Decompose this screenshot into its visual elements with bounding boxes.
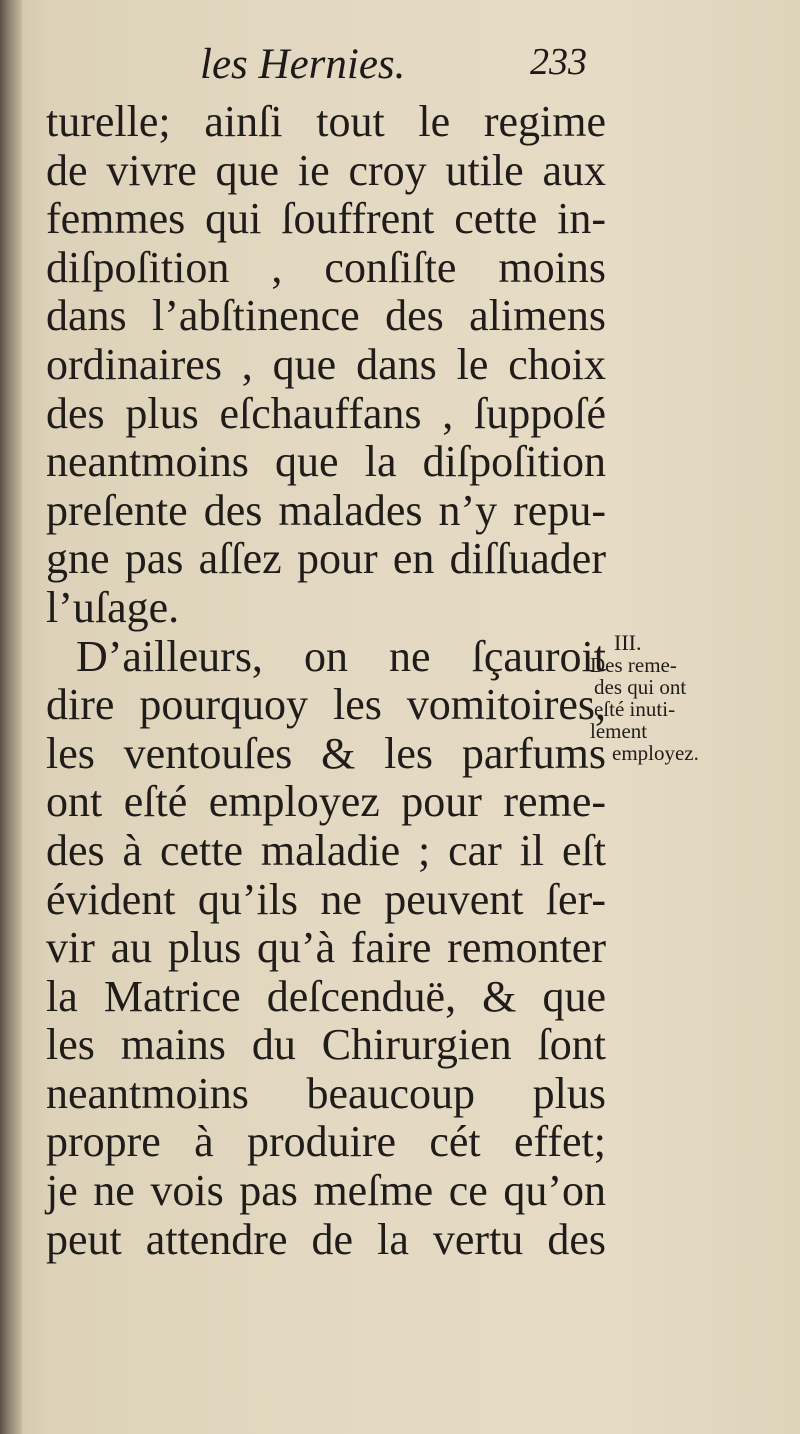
text-line: dire pourquoy les vomitoires, xyxy=(46,680,606,730)
text-line: neantmoins beaucoup plus xyxy=(46,1068,606,1118)
page-header xyxy=(200,40,600,100)
text-line: preſente des malades n’y repu- xyxy=(46,485,606,535)
margin-note-line: des qui ont xyxy=(594,675,687,699)
text-line: femmes qui ſouffrent cette in- xyxy=(46,194,606,244)
page-number: 233 xyxy=(530,41,587,83)
text-line: peut attendre de la vertu des xyxy=(46,1214,606,1264)
text-line: des à cette maladie ; car il eſt xyxy=(46,825,606,875)
margin-note-line: Des reme- xyxy=(590,653,677,677)
text-line: vir au plus qu’à faire remonter xyxy=(46,923,606,973)
binding-gutter xyxy=(0,0,22,1434)
text-line: turelle; ainſi tout le regime xyxy=(46,97,606,146)
text-line: gne pas aſſez pour en diſſuader xyxy=(46,534,606,584)
text-line: l’uſage. xyxy=(46,582,180,632)
text-line: propre à produire cét effet; xyxy=(46,1117,606,1167)
body-text xyxy=(46,98,606,1264)
text-line: D’ailleurs, on ne ſçauroit xyxy=(76,631,606,681)
text-line: je ne vois pas meſme ce qu’on xyxy=(46,1166,606,1216)
margin-note-line: eſté inuti- xyxy=(594,697,676,721)
text-line: neantmoins que la diſpoſition xyxy=(46,437,606,487)
text-line: de vivre que ie croy utile aux xyxy=(46,145,606,195)
text-line: les mains du Chirurgien ſont xyxy=(46,1020,606,1070)
text-line: des plus eſchauffans , ſuppoſé xyxy=(46,388,606,438)
text-line: dans l’abſtinence des alimens xyxy=(46,291,606,341)
text-line: ont eſté employez pour reme- xyxy=(46,777,606,827)
margin-note-line: lement xyxy=(590,719,648,743)
text-line: ordinaires , que dans le choix xyxy=(46,339,606,389)
margin-note xyxy=(590,632,740,764)
text-line: évident qu’ils ne peuvent ſer- xyxy=(46,874,606,924)
margin-note-number: III. xyxy=(614,630,642,655)
text-line: la Matrice deſcenduë, & que xyxy=(46,971,606,1021)
running-title: les Hernies. xyxy=(200,41,406,88)
text-line: diſpoſition , conſiſte moins xyxy=(46,242,606,292)
text-line: les ventouſes & les parfums xyxy=(46,728,606,778)
margin-note-line: employez. xyxy=(612,741,699,765)
